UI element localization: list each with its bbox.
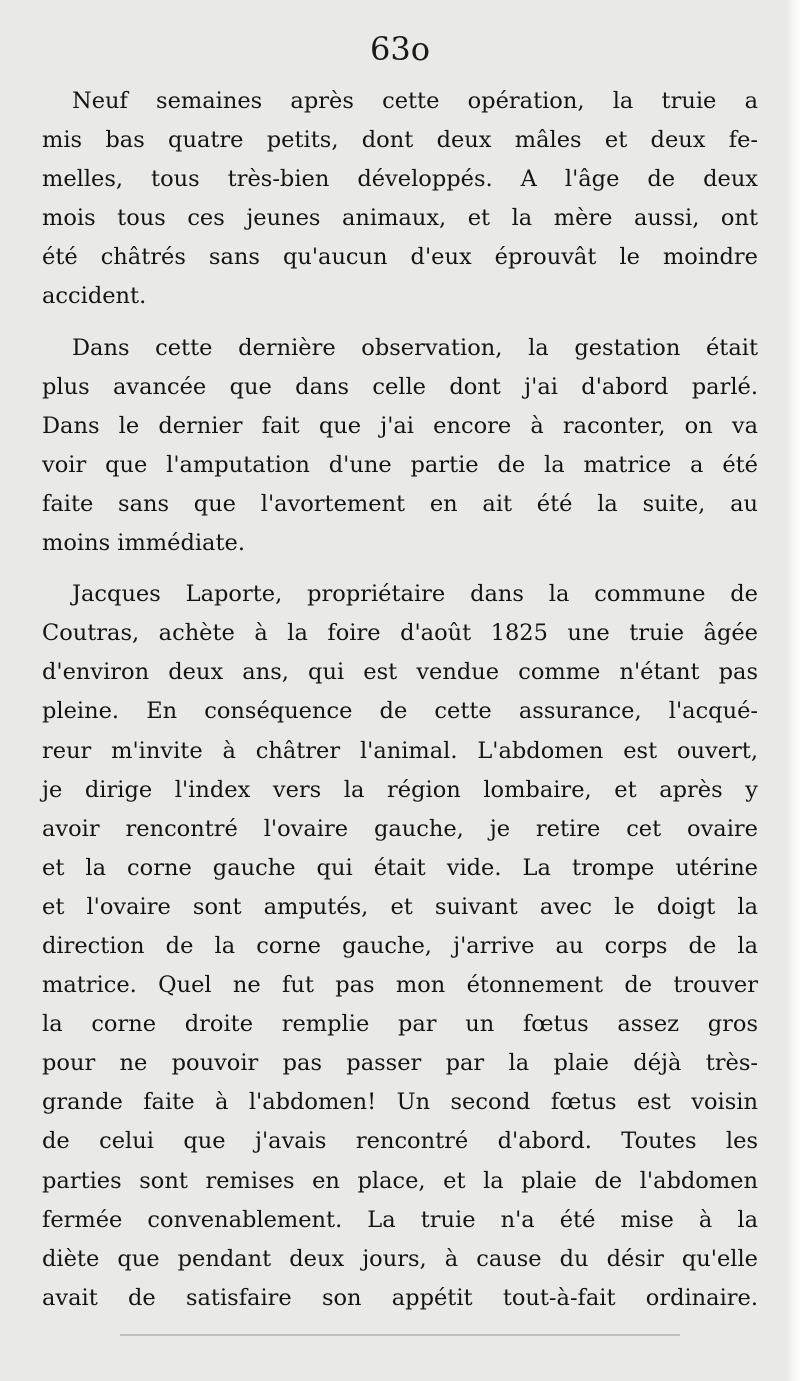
text-line: de celui que j'avais rencontré d'abord. Toutes les [42,1128,758,1155]
text-line: fermée convenablement. La truie n'a été mise à la [42,1206,758,1233]
paragraph-2 [42,329,758,564]
text-line: voir que l'amputation d'une partie de la matrice a été [42,451,758,478]
text-line: faite sans que l'avortement en ait été la suite, au [42,490,758,517]
page-edge [786,0,800,1381]
text-line: été châtrés sans qu'aucun d'eux éprouvât le moindre [42,244,758,271]
text-line: et la corne gauche qui était vide. La trompe utérine [42,854,758,881]
text-line: Jacques Laporte, propriétaire dans la commune de [72,581,758,608]
text-line: et l'ovaire sont amputés, et suivant avec le doigt la [42,893,758,920]
text-line: Dans le dernier fait que j'ai encore à raconter, on va [42,412,758,439]
paragraph-3 [42,575,758,1318]
text-line: Coutras, achète à la foire d'août 1825 une truie âgée [42,620,758,647]
text-line: accident. [42,283,147,310]
text-line: matrice. Quel ne fut pas mon étonnement de trouver [42,972,758,999]
text-line: moins immédiate. [42,530,245,557]
text-line: d'environ deux ans, qui est vendue comme n'étant pas [42,659,758,686]
text-line: Neuf semaines après cette opération, la truie a [72,88,758,114]
paragraph-1 [42,82,758,317]
text-block [42,82,758,1318]
text-line: Dans cette dernière observation, la gestation était [72,334,758,361]
paragraph-gap [42,317,758,329]
text-line: mis bas quatre petits, dont deux mâles et deux fe- [42,127,758,154]
text-line: mois tous ces jeunes animaux, et la mère aussi, ont [42,205,758,232]
text-line: grande faite à l'abdomen! Un second fœtus est voisin [42,1089,758,1116]
text-line: avoir rencontré l'ovaire gauche, je retire cet ovaire [42,815,758,842]
text-line: plus avancée que dans celle dont j'ai d'abord parlé. [42,373,758,400]
page-number: 63o [370,30,430,68]
text-line: melles, tous très-bien développés. A l'âge de deux [42,166,758,193]
paragraph-gap [42,563,758,575]
text-line: diète que pendant deux jours, à cause du désir qu'elle [42,1245,758,1272]
text-line: la corne droite remplie par un fœtus assez gros [42,1011,758,1038]
text-line: pleine. En conséquence de cette assurance, l'acqué- [42,698,758,725]
bottom-shadow-rule [120,1334,680,1336]
text-line: je dirige l'index vers la région lombaire, et après y [42,776,758,803]
text-line: avait de satisfaire son appétit tout-à-fait ordinaire. [42,1284,758,1311]
text-line: reur m'invite à châtrer l'animal. L'abdomen est ouvert, [42,737,758,764]
text-line: direction de la corne gauche, j'arrive au corps de la [42,932,758,959]
text-line: pour ne pouvoir pas passer par la plaie déjà très- [42,1050,758,1077]
text-line: parties sont remises en place, et la plaie de l'abdomen [42,1167,758,1194]
